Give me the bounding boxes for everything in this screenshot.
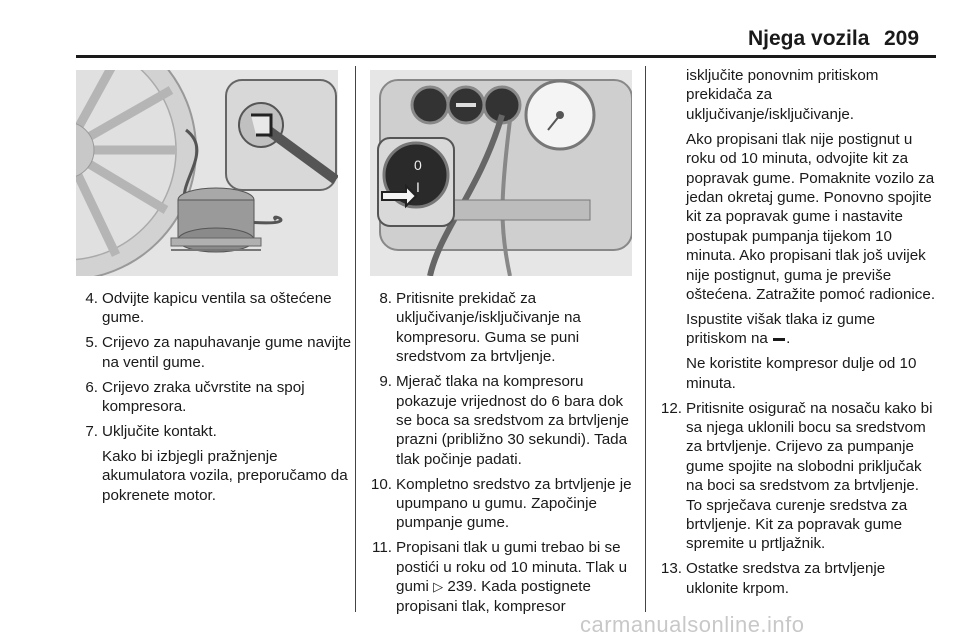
svg-text:I: I (416, 179, 420, 195)
list-item (76, 422, 352, 441)
watermark: carmanualsonline.info (580, 612, 805, 637)
list-text: Pritisnite osigurač na nosaču kako bi sa njega uklonili bocu sa sredstvom za brtvljenje. Crijevo za pumpanje gume spojite na slobodni priključak na boci sa sredstvom za brtvljenje. To sprječava curenje sredstva za brtvljenje. Kit za popravak gume spremite u prtljažnik. (686, 399, 933, 553)
text-column-2 (356, 289, 640, 622)
text-column-3 (646, 66, 936, 604)
paragraph: Ako propisani tlak nije postignut u roku od 10 minuta, odvojite kit za popravak gume. Pomaknite vozilo za jedan okretaj gume. Ponovno spojite kit za popravak gume i nastavite postupak pumpanja tijekom 10 minuta. Ako propisani tlak još uvijek nije postignut, guma je previše oštećena. Zatražite pomoć radionice. (686, 130, 936, 303)
figure-compressor-switch (370, 70, 632, 276)
triangle-right-icon: ▷ (433, 579, 444, 595)
list-item (646, 399, 936, 554)
list-text: Mjerač tlaka na kompresoru pokazuje vrijednost do 6 bara dok se boca sa sredstvom za brtvljenje prazni (približno 30 sekundi). Tada tlak počinje padati. (396, 373, 629, 468)
header-rule (76, 55, 936, 58)
paragraph: Ne koristite kompresor dulje od 10 minuta. (686, 355, 917, 392)
list-item (76, 333, 352, 372)
page-header (0, 0, 960, 58)
list-item (646, 559, 936, 598)
list-item (356, 372, 640, 469)
list-text: Odvijte kapicu ventila sa oštećene gume. (102, 290, 332, 327)
list-number: 8. (379, 290, 392, 307)
paragraph-text: . (786, 330, 791, 348)
list-text-part: . Kada postignete propisani tlak, kompresor (396, 578, 591, 615)
text-column-1 (76, 289, 352, 511)
list-text: Pritisnite prekidač za uključivanje/isključivanje na kompresoru. Guma se puni sredstvom za brtvljenje. (396, 290, 581, 366)
list-text: Crijevo za napuhavanje gume navijte na ventil gume. (102, 334, 352, 371)
list-text-part: Propisani tlak u gumi trebao bi se postići u roku od 10 minuta. Tlak u gumi (396, 539, 628, 596)
list-text: Crijevo zraka učvrstite na spoj kompresora. (102, 378, 305, 416)
list-number: 11. (372, 539, 392, 557)
list-item (76, 378, 352, 417)
section-title: Njega vozila (748, 27, 870, 50)
svg-text:0: 0 (414, 157, 422, 173)
list-item (356, 289, 640, 367)
continuation-paragraph: isključite ponovnim pritiskom prekidača za uključivanje/isključivanje. (686, 67, 879, 123)
note-paragraph: Kako bi izbjegli pražnjenje akumulatora vozila, preporučamo da pokrenete motor. (102, 447, 348, 504)
list-number: 6. (85, 378, 98, 396)
list-text: Uključite kontakt. (102, 422, 217, 440)
list-text: Ostatke sredstva za brtvljenje uklonite krpom. (686, 560, 886, 597)
minus-button-icon (773, 338, 785, 341)
compressor-switch-illustration (370, 70, 632, 276)
list-number: 13. (660, 560, 682, 578)
list-text (396, 539, 627, 614)
list-number: 12. (660, 399, 682, 417)
list-number: 4. (85, 290, 98, 307)
compressor-valve-illustration (76, 70, 338, 276)
list-item (76, 289, 352, 328)
paragraph-text: Ispustite višak tlaka iz gume pritiskom na (686, 310, 876, 348)
list-number: 7. (85, 422, 98, 440)
list-number: 5. (85, 334, 98, 352)
page-reference-link[interactable]: 239 (447, 578, 473, 596)
page-number: 209 (884, 27, 920, 50)
figure-compressor-valve (76, 70, 338, 276)
paragraph (646, 310, 936, 349)
list-item (356, 538, 640, 616)
list-number: 10. (370, 475, 392, 493)
list-number: 9. (379, 373, 392, 391)
list-item (356, 475, 640, 533)
list-text: Kompletno sredstvo za brtvljenje je upumpano u gumu. Započinje pumpanje gume. (396, 475, 632, 532)
